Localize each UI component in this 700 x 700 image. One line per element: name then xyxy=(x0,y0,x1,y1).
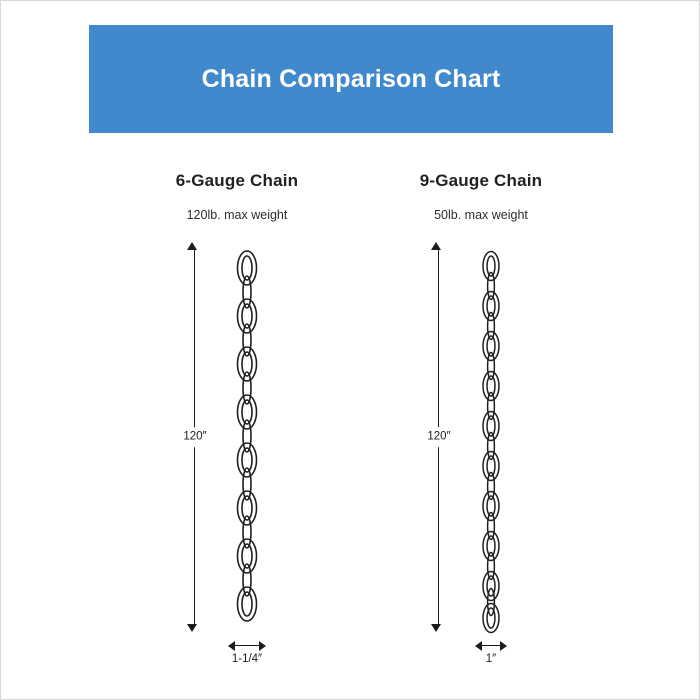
arrow-down-icon xyxy=(431,624,441,632)
arrow-up-icon xyxy=(431,242,441,250)
width-dimension-nine-gauge xyxy=(456,638,526,672)
arrow-right-icon xyxy=(500,641,507,651)
length-dimension-nine-gauge xyxy=(427,242,451,632)
arrow-right-icon xyxy=(259,641,266,651)
page-title: Chain Comparison Chart xyxy=(201,64,501,93)
width-dimension-six-gauge xyxy=(212,638,282,672)
length-label-six-gauge: 120″ xyxy=(167,427,223,447)
chain-illustration-six-gauge xyxy=(217,246,277,636)
comparison-columns xyxy=(1,151,700,691)
chain-illustration-nine-gauge xyxy=(461,246,521,636)
length-label-nine-gauge: 120″ xyxy=(411,427,467,447)
column-nine-gauge xyxy=(331,151,631,691)
arrow-down-icon xyxy=(187,624,197,632)
dimension-line xyxy=(234,645,260,646)
arrow-up-icon xyxy=(187,242,197,250)
length-dimension-six-gauge xyxy=(183,242,207,632)
column-subtitle-six-gauge: 120lb. max weight xyxy=(186,208,288,222)
diagram-nine-gauge xyxy=(331,234,631,674)
column-title-six-gauge: 6-Gauge Chain xyxy=(175,171,299,190)
column-title-nine-gauge: 9-Gauge Chain xyxy=(419,171,543,190)
width-label-nine-gauge: 1″ xyxy=(485,653,497,665)
header-band xyxy=(89,25,613,133)
column-subtitle-nine-gauge: 50lb. max weight xyxy=(434,208,528,222)
dimension-line xyxy=(481,645,501,646)
width-label-six-gauge: 1-1/4″ xyxy=(231,653,263,665)
